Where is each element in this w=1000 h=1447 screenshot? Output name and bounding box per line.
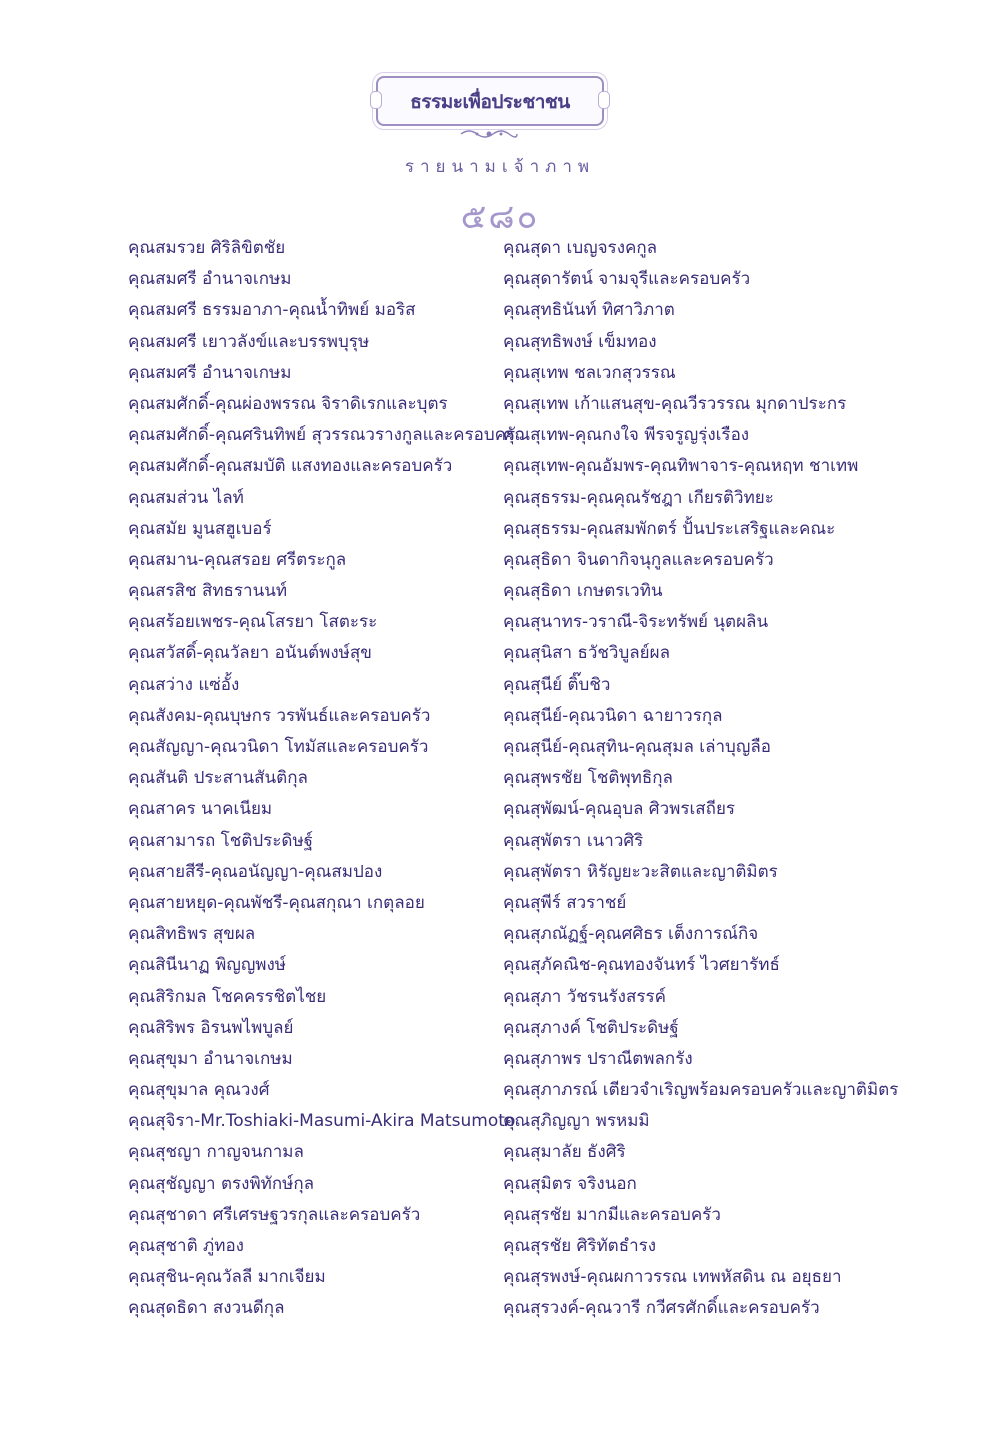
- donor-name: คุณสุทธินันท์ ทิศาวิภาต: [503, 300, 675, 321]
- donor-name: คุณสัญญา-คุณวนิดา โทมัสและครอบครัว: [128, 737, 429, 757]
- donor-name: คุณสิทธิพร สุขผล: [128, 924, 256, 945]
- donor-name: คุณสิริกมล โชคครรชิตไชย: [128, 986, 327, 1007]
- donor-name: คุณสมศรี ธรรมอาภา-คุณน้ำทิพย์ มอริส: [128, 300, 416, 321]
- donor-name: คุณสุภณัฏฐ์-คุณศศิธร เต็งการณ์กิจ: [503, 924, 759, 945]
- donor-name: คุณสุจิรา-Mr.Toshiaki-Masumi-Akira Matsumoto: [128, 1111, 516, 1132]
- donor-name: คุณสุชัญญา ตรงพิทักษ์กุล: [128, 1173, 315, 1194]
- donor-name: คุณสุรชัย มากมีและครอบครัว: [503, 1204, 721, 1225]
- donor-name: คุณสุภัคณิช-คุณทองจันทร์ ไวศยารัทธ์: [503, 955, 780, 976]
- donor-name: คุณสุเทพ ชลเวกสุวรรณ: [503, 362, 676, 383]
- donor-name: คุณสมศักดิ์-คุณศรินทิพย์ สุวรรณวรางกูลและครอบครัว: [128, 425, 525, 446]
- donor-name: คุณสายสีรี-คุณอนัญญา-คุณสมปอง: [128, 861, 383, 882]
- donor-name: คุณสุภาภรณ์ เตียวจำเริญพร้อมครอบครัวและญาติมิตร: [503, 1080, 899, 1101]
- donor-name: คุณสุชญา กาญจนกามล: [128, 1142, 304, 1163]
- donor-name: คุณสุนิสา ธวัชวิบูลย์ผล: [503, 643, 671, 664]
- donor-name: คุณสุธรรม-คุณสมพักตร์ ปั้นประเสริฐและคณะ: [503, 518, 836, 539]
- donor-name: คุณสวัสดิ์-คุณวัลยา อนันต์พงษ์สุข: [128, 643, 372, 664]
- donor-name: คุณสุพัตรา เนาวศิริ: [503, 830, 644, 851]
- page-subtitle: รายนามเจ้าภาพ: [404, 157, 596, 177]
- donor-name: คุณสุชาดา ศรีเศรษฐวรกุลและครอบครัว: [128, 1204, 421, 1225]
- donor-name: คุณสุภางค์ โชติประดิษฐ์: [503, 1017, 679, 1038]
- donor-name: คุณสุพรชัย โชติพุทธิกุล: [503, 768, 673, 789]
- donor-name: คุณสุรชัย ศิริทัตธำรง: [503, 1236, 657, 1256]
- donor-name: คุณสว่าง แซ่อั้ง: [128, 674, 240, 695]
- donor-name: คุณสุนาทร-วราณี-จิระทรัพย์ นุตผลิน: [503, 612, 769, 633]
- donor-name: คุณสุขุมา อำนาจเกษม: [128, 1048, 293, 1069]
- donor-name: คุณสุนีย์-คุณสุทิน-คุณสุมล เล่าบุญลือ: [503, 737, 771, 757]
- donor-name: คุณสังคม-คุณบุษกร วรพันธ์และครอบครัว: [128, 705, 431, 726]
- donor-name: คุณสมศรี อำนาจเกษม: [128, 362, 292, 383]
- donor-name: คุณสุพัฒน์-คุณอุบล ศิวพรเสถียร: [503, 799, 736, 820]
- donor-name: คุณสมาน-คุณสรอย ศรีตระกูล: [128, 549, 347, 570]
- donor-name: คุณสุธิดา จินดากิจนุกูลและครอบครัว: [503, 549, 774, 570]
- donor-name: คุณสุภิญญา พรหมมิ: [503, 1111, 650, 1132]
- donor-name: คุณสุขุมาล คุณวงศ์: [128, 1080, 270, 1101]
- donor-name: คุณสุนีย์ ติ๊บชิว: [503, 674, 611, 695]
- donor-name: คุณสายหยุด-คุณพัชรี-คุณสกุณา เกตุลอย: [128, 892, 425, 913]
- donor-list-left: [128, 233, 525, 1325]
- donor-name: คุณสุชิน-คุณวัลลี มากเจียม: [128, 1267, 326, 1288]
- donor-name: คุณสิริพร อิรนพไพบูลย์: [128, 1017, 294, 1038]
- page-number: ๕๘๐: [460, 197, 540, 237]
- donor-name: คุณสุมาลัย ธังศิริ: [503, 1142, 626, 1163]
- donor-name: คุณสุธรรม-คุณคุณรัชฎา เกียรติวิทยะ: [503, 487, 774, 508]
- donor-list-right: [503, 233, 973, 1325]
- donor-name: คุณสุภา วัชรนรังสรรค์: [503, 986, 666, 1007]
- donor-name: คุณสุมิตร จริงนอก: [503, 1173, 637, 1194]
- donor-name: คุณสมศักดิ์-คุณผ่องพรรณ จิราดิเรกและบุตร: [128, 393, 448, 414]
- donor-name: คุณสมศรี อำนาจเกษม: [128, 269, 292, 290]
- donor-name: คุณสุทธิพงษ์ เข็มทอง: [503, 331, 657, 352]
- donor-name: คุณสมส่วน ไลท์: [128, 487, 244, 508]
- donor-name: คุณสุชาติ ภู่ทอง: [128, 1236, 244, 1256]
- donor-name: คุณสุนีย์-คุณวนิดา ฉายาวรกุล: [503, 705, 723, 726]
- donor-name: คุณสุพีร์ สวราชย์: [503, 892, 627, 913]
- donor-name: คุณสุเทพ-คุณอัมพร-คุณทิพาจาร-คุณหฤท ชาเทพ: [503, 456, 859, 477]
- donor-name: คุณสุธิดา เกษตรเวทิน: [503, 581, 663, 602]
- donor-name: คุณสามารถ โชติประดิษฐ์: [128, 830, 314, 851]
- donor-name: คุณสินีนาฏ พิญญพงษ์: [128, 955, 287, 976]
- donor-name: คุณสุเทพ-คุณกงใจ พีรจรูญรุ่งเรือง: [503, 425, 750, 446]
- donor-name: คุณสมรวย ศิริลิขิตชัย: [128, 238, 286, 258]
- donor-name: คุณสมศักดิ์-คุณสมบัติ แสงทองและครอบครัว: [128, 456, 453, 477]
- logo-text: ธรรมะเพื่อประชาชน: [410, 91, 570, 113]
- donor-name: คุณสุเทพ เก้าแสนสุข-คุณวีรวรรณ มุกดาประกร: [503, 393, 847, 414]
- donor-name: คุณสุดา เบญจรงคกูล: [503, 238, 658, 258]
- ornament-icon: [459, 128, 519, 140]
- donor-name: คุณสุพัตรา หิรัญยะวะสิตและญาติมิตร: [503, 861, 778, 882]
- donor-name: คุณสร้อยเพชร-คุณโสรยา โสตะระ: [128, 612, 378, 633]
- donor-name: คุณสรสิช สิทธรานนท์: [128, 581, 288, 602]
- header-logo: [362, 68, 617, 140]
- donor-name: คุณสุภาพร ปราณีตพลกรัง: [503, 1048, 693, 1069]
- donor-name: คุณสมศรี เยาวลังข์และบรรพบุรุษ: [128, 331, 370, 352]
- donor-name: คุณสันติ ประสานสันติกุล: [128, 768, 308, 789]
- donor-name: คุณสุดารัตน์ จามจุรีและครอบครัว: [503, 269, 751, 290]
- donor-name: คุณสุรวงค์-คุณวารี กวีศรศักดิ์และครอบครัว: [503, 1298, 820, 1319]
- logo-frame: [376, 76, 604, 126]
- donor-name: คุณสมัย มูนสฮูเบอร์: [128, 518, 272, 539]
- donor-name: คุณสุดธิดา สงวนดีกุล: [128, 1298, 285, 1319]
- donor-name: คุณสาคร นาคเนียม: [128, 799, 273, 820]
- donor-name: คุณสุรพงษ์-คุณผกาวรรณ เทพหัสดิน ณ อยุธยา: [503, 1267, 842, 1288]
